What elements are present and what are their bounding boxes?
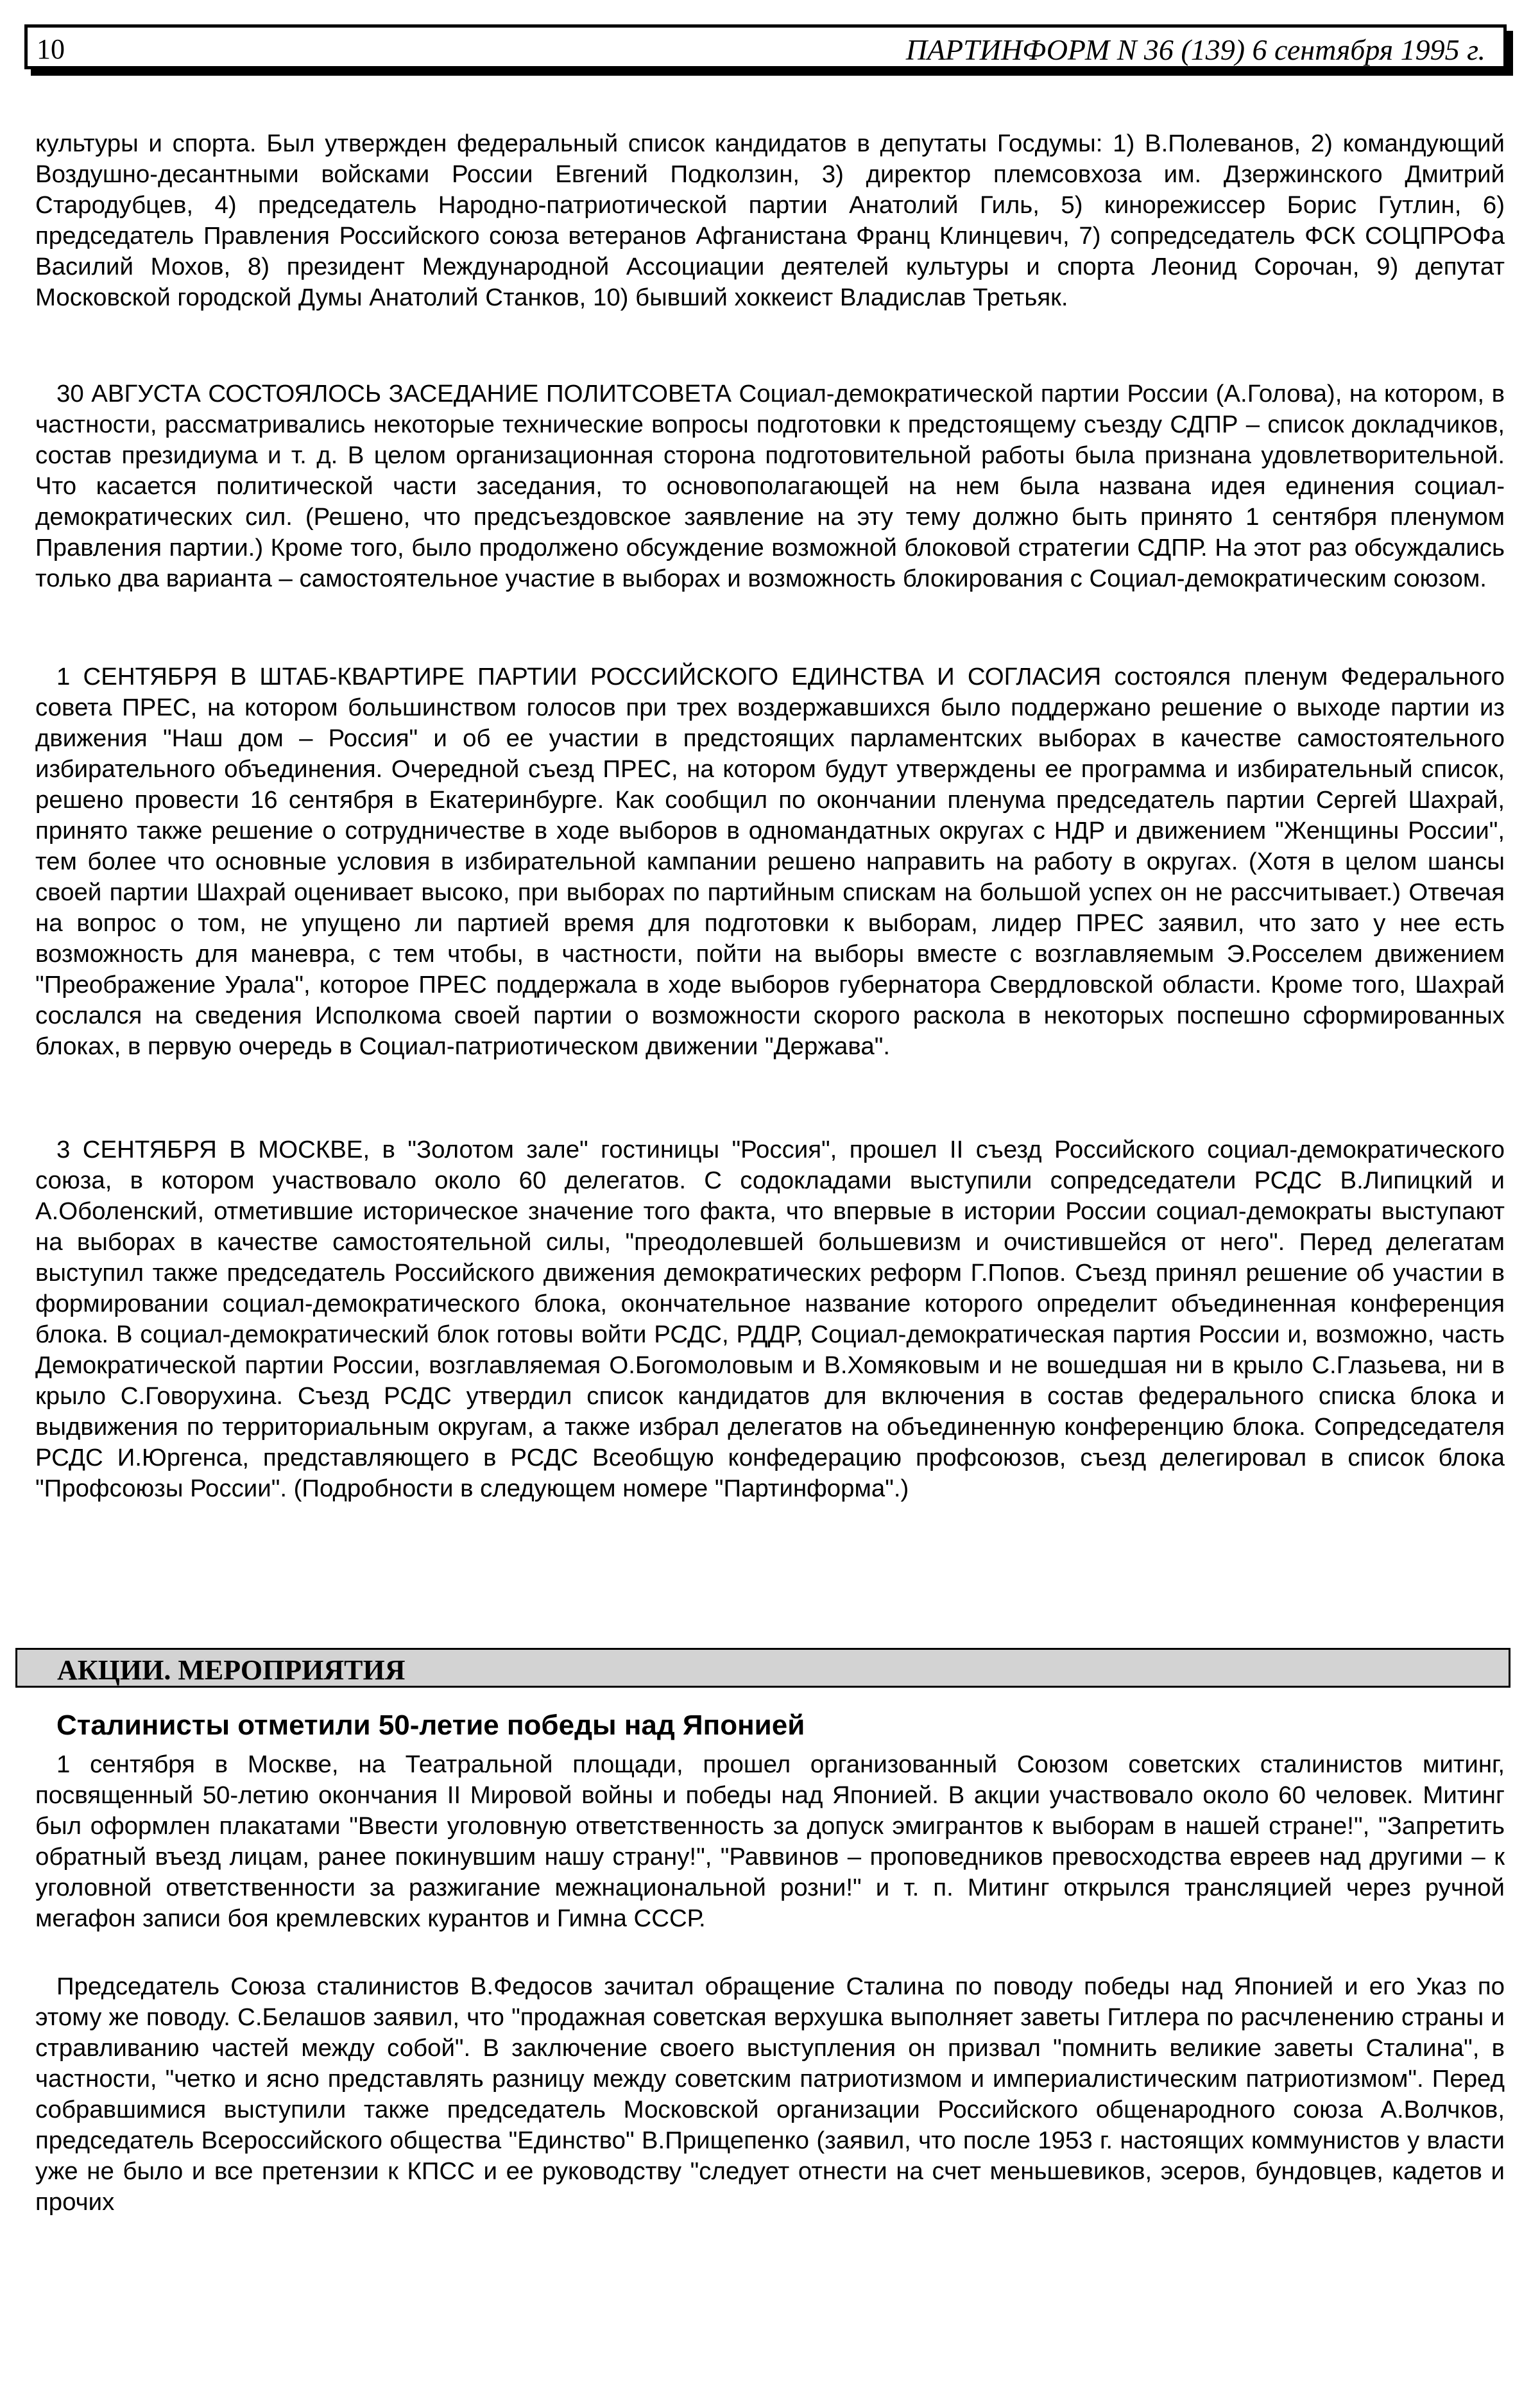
article-paragraph-1 [35, 1749, 1505, 1934]
paragraph: 30 АВГУСТА СОСТОЯЛОСЬ ЗАСЕДАНИЕ ПОЛИТСОВЕТА Социал-демократической партии России (А.Голова), на котором, в частности, рассматривались некоторые технические вопросы подготовки к предстоящему съезду СДПР – список докладчиков, состав президиума и т. д. В целом организационная сторона подготовительной работы была признана удовлетворительной. Что касается политической части заседания, то основополагающей на нем была названа идея единения социал-демократических сил. (Решено, что предсъездовское заявление на эту тему должно быть принято 1 сентября пленумом Правления партии.) Кроме того, было продолжено обсуждение возможной блоковой стратегии СДПР. На этот раз обсуждались только два варианта – самостоятельное участие в выборах и возможность блокирования с Социал-демократическим союзом. [35, 380, 1505, 592]
news-block-sdpr [35, 379, 1505, 594]
news-block-candidates [35, 128, 1505, 313]
news-block-pres [35, 662, 1505, 1062]
section-header [15, 1648, 1510, 1688]
page-header [24, 24, 1507, 69]
paragraph: Председатель Союза сталинистов В.Федосов зачитал обращение Сталина по поводу победы над Японией и его Указ по этому же поводу. С.Белашов заявил, что "продажная советская верхушка выполняет заветы Гитлера по расчленению страны и стравливанию частей между собой". В заключение своего выступления он призвал "помнить великие заветы Сталина", в частности, "четко и ясно представлять разницу между советским патриотизмом и империалистическим патриотизмом". Перед собравшимися выступили также председатель Московской организации Российского общенародного союза А.Волчков, председатель Всероссийского общества "Единство" В.Прищепенко (заявил, что после 1953 г. настоящих коммунистов у власти уже не было и все претензии к КПСС и ее руководству "следует отнести на счет меньшевиков, эсеров, бундовцев, кадетов и прочих [35, 1973, 1505, 2216]
publication-title: ПАРТИНФОРМ N 36 (139) 6 сентября 1995 г. [905, 33, 1485, 66]
news-block-rsds [35, 1135, 1505, 1504]
section-title: АКЦИИ. МЕРОПРИЯТИЯ [57, 1654, 406, 1686]
paragraph: 1 сентября в Москве, на Театральной площади, прошел организованный Союзом советских сталинистов митинг, посвященный 50-летию окончания II Мировой войны и победы над Японией. В акции участвовало около 60 человек. Митинг был оформлен плакатами "Ввести уголовную ответственность за допуск эмигрантов к выборам в нашей стране!", "Запретить обратный въезд лицам, ранее покинувшим нашу страну!", "Раввинов – проповедников превосходства евреев над другими – к уголовной ответственности за разжигание межнациональной розни!" и т. п. Митинг открылся трансляцией через ручной мегафон записи боя кремлевских курантов и Гимна СССР. [35, 1751, 1505, 1932]
article-paragraph-2 [35, 1971, 1505, 2218]
paragraph: культуры и спорта. Был утвержден федеральный список кандидатов в депутаты Госдумы: 1) В.Полеванов, 2) командующий Воздушно-десантными войсками России Евгений Подколзин, 3) директор племсовхоза им. Дзержинского Дмитрий Стародубцев, 4) председатель Народно-патриотической партии Анатолий Гиль, 5) кинорежиссер Борис Гутлин, 6) председатель Правления Российского союза ветеранов Афганистана Франц Клинцевич, 7) сопредседатель ФСК СОЦПРОФа Василий Мохов, 8) президент Международной Ассоциации деятелей культуры и спорта Леонид Сорочан, 9) депутат Московской городской Думы Анатолий Станков, 10) бывший хоккеист Владислав Третьяк. [35, 130, 1505, 311]
page-number: 10 [37, 33, 65, 65]
paragraph: 3 СЕНТЯБРЯ В МОСКВЕ, в "Золотом зале" гостиницы "Россия", прошел II съезд Российского социал-демократического союза, в котором участвовало около 60 делегатов. С содокладами выступили сопредседатели РСДС В.Липицкий и А.Оболенский, отметившие историческое значение того факта, что впервые в истории России социал-демократы выступают на выборах в качестве самостоятельной силы, "преодолевшей большевизм и очистившейся от него". Перед делегатам выступил также председатель Российского движения демократических реформ Г.Попов. Съезд принял решение об участии в формировании социал-демократического блока, окончательное название которого определит объединенная конференция блока. В социал-демократический блок готовы войти РСДС, РДДР, Социал-демократическая партия России и, возможно, часть Демократической партии России, возглавляемая О.Богомоловым и В.Хомяковым и не вошедшая ни в крыло С.Глазьева, ни в крыло С.Говорухина. Съезд РСДС утвердил список кандидатов для включения в состав федерального списка блока и выдвижения по территориальным округам, а также избрал делегатов на объединенную конференцию блока. Сопредседателя РСДС И.Юргенса, представляющего в РСДС Всеобщую конфедерацию профсоюзов, съезд делегировал в список блока "Профсоюзы России". (Подробности в следующем номере "Партинформа".) [35, 1136, 1505, 1502]
article-title: Сталинисты отметили 50-летие победы над Японией [56, 1709, 805, 1741]
paragraph: 1 СЕНТЯБРЯ В ШТАБ-КВАРТИРЕ ПАРТИИ РОССИЙСКОГО ЕДИНСТВА И СОГЛАСИЯ состоялся пленум Федерального совета ПРЕС, на котором большинством голосов при трех воздержавшихся было поддержано решение о выходе партии из движения "Наш дом – Россия" и об ее участии в предстоящих парламентских выборах в качестве самостоятельного избирательного объединения. Очередной съезд ПРЕС, на котором будут утверждены ее программа и избирательный список, решено провести 16 сентября в Екатеринбурге. Как сообщил по окончании пленума председатель партии Сергей Шахрай, принято также решение о сотрудничестве в ходе выборов в одномандатных округах с НДР и движением "Женщины России", тем более что основные условия в избирательной кампании решено направить на работу в округах. (Хотя в целом шансы своей партии Шахрай оценивает высоко, при выборах по партийным спискам на большой успех он не рассчитывает.) Отвечая на вопрос о том, не упущено ли партией время для подготовки к выборам, лидер ПРЕС заявил, что зато у нее есть возможность для маневра, с тем чтобы, в частности, пойти на выборы вместе с возглавляемым Э.Росселем движением "Преображение Урала", которое ПРЕС поддержала в ходе выборов губернатора Свердловской области. Кроме того, Шахрай сослался на сведения Исполкома своей партии о возможности скорого раскола в некоторых поспешно сформированных блоках, в первую очередь в Социал-патриотическом движении "Держава". [35, 663, 1505, 1060]
